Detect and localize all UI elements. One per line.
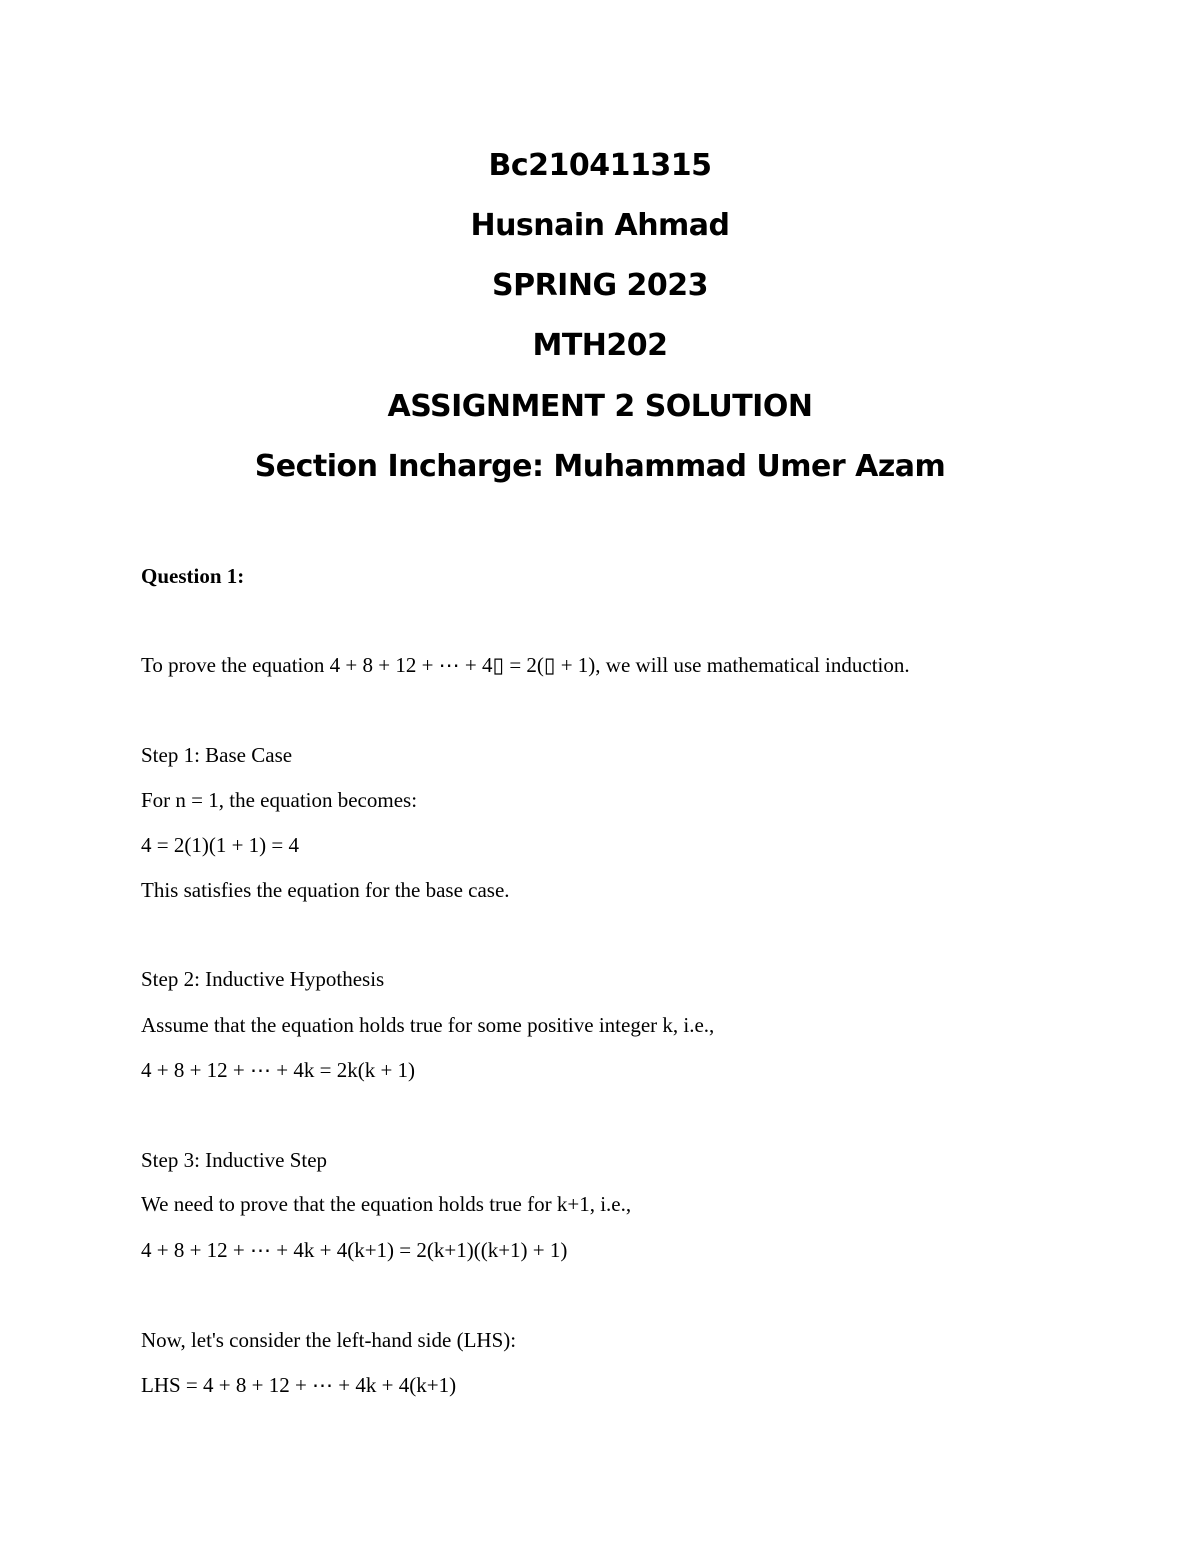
- step-3-line-1: We need to prove that the equation holds true for k+1, i.e.,: [141, 1192, 632, 1216]
- lhs-line-2: LHS = 4 + 8 + 12 + ⋯ + 4k + 4(k+1): [141, 1373, 457, 1397]
- semester: SPRING 2023: [491, 268, 709, 303]
- section-incharge: Section Incharge: Muhammad Umer Azam: [254, 449, 946, 484]
- step-2-line-2: 4 + 8 + 12 + ⋯ + 4k = 2k(k + 1): [141, 1058, 416, 1082]
- question-1-heading: Question 1:: [141, 564, 245, 588]
- step-1-title: Step 1: Base Case: [141, 743, 293, 767]
- step-1-line-3: This satisfies the equation for the base case.: [141, 878, 510, 902]
- step-2-line-1: Assume that the equation holds true for some positive integer k, i.e.,: [141, 1013, 715, 1037]
- student-id: Bc210411315: [488, 148, 712, 183]
- step-3-line-2: 4 + 8 + 12 + ⋯ + 4k + 4(k+1) = 2(k+1)((k+1) + 1): [141, 1238, 568, 1262]
- step-2-title: Step 2: Inductive Hypothesis: [141, 967, 385, 991]
- step-3-title: Step 3: Inductive Step: [141, 1148, 328, 1172]
- lhs-line-1: Now, let's consider the left-hand side (LHS):: [141, 1328, 517, 1352]
- question-1-intro: To prove the equation 4 + 8 + 12 + ⋯ + 4▯ = 2(▯ + 1), we will use mathematical induction.: [141, 653, 910, 677]
- student-name: Husnain Ahmad: [470, 208, 730, 243]
- assignment-title: ASSIGNMENT 2 SOLUTION: [387, 389, 813, 424]
- step-1-line-2: 4 = 2(1)(1 + 1) = 4: [141, 833, 300, 857]
- course-code: MTH202: [532, 328, 668, 363]
- step-1-line-1: For n = 1, the equation becomes:: [141, 788, 418, 812]
